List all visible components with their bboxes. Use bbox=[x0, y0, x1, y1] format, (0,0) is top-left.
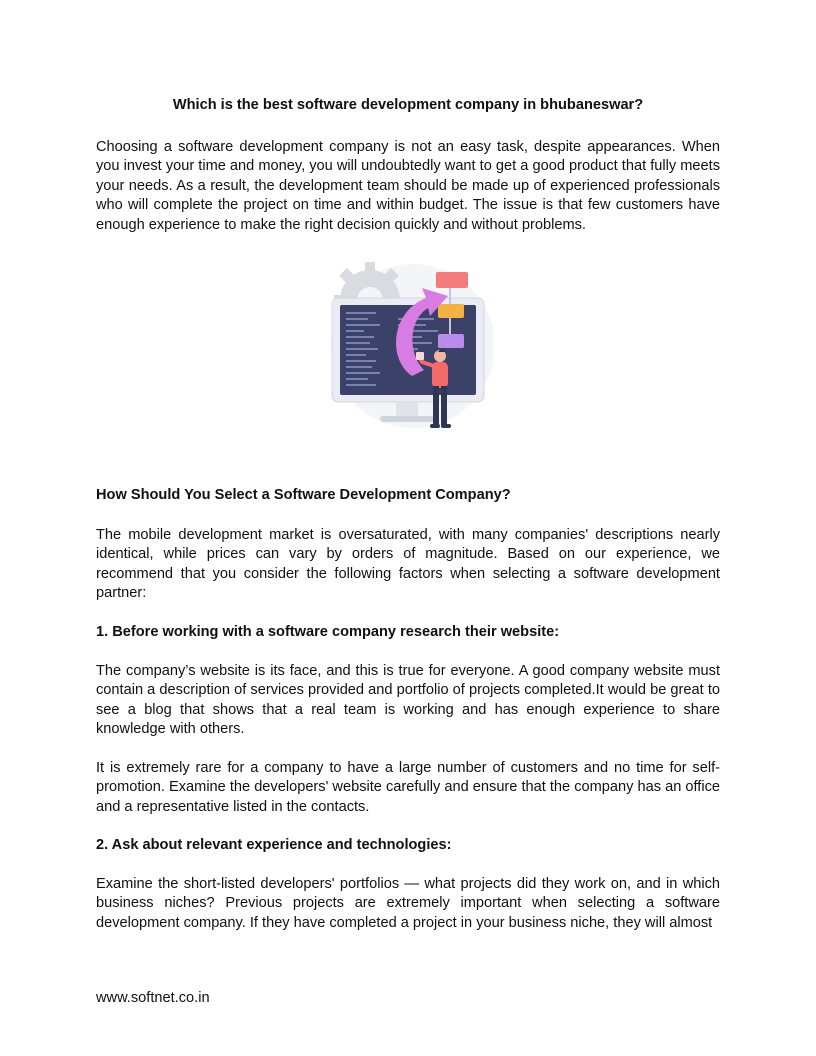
intro-paragraph-block bbox=[96, 138, 720, 235]
point1-paragraph-1: The company’s website is its face, and this is true for everyone. A good company website must contain a description of services provided and portfolio of projects completed.It would be great to see a blog that shows that a real team is working and has enough experience to share knowledge with others. bbox=[96, 663, 720, 738]
intro-paragraph: Choosing a software development company is not an easy task, despite appearances. When you invest your time and money, you will undoubtedly want to get a good product that fully meets your needs. As a result, the development team should be made up of experienced professionals who will complete the project on time and within budget. The issue is that few customers have enough experience to make the right decision quickly and without problems. bbox=[96, 139, 720, 233]
flow-box-top bbox=[436, 272, 468, 288]
point1-paragraph-2: It is extremely rare for a company to have a large number of customers and no time for self-promotion. Examine the developers' website carefully and ensure that the company has an office and a representative listed in the contacts. bbox=[96, 760, 720, 815]
illustration-software-development bbox=[328, 258, 493, 438]
point1-para1-block bbox=[96, 662, 720, 740]
point1-heading-block bbox=[96, 623, 720, 642]
point1-para2-block bbox=[96, 759, 720, 817]
point2-heading-block bbox=[96, 836, 720, 855]
point2-paragraph-1: Examine the short-listed developers' portfolios — what projects did they work on, and in which business niches? Previous projects are extremely important when selecting a software development company. If they have completed a project in your business niche, they will almost bbox=[96, 876, 720, 931]
flow-box-bottom bbox=[438, 334, 464, 348]
section-intro-paragraph: The mobile development market is oversaturated, with many companies' descriptions nearly identical, while prices can vary by orders of magnitude. Based on our experience, we recommend that you consider the following factors when selecting a software development partner: bbox=[96, 527, 720, 602]
point1-heading: 1. Before working with a software company research their website: bbox=[96, 624, 560, 640]
point2-heading: 2. Ask about relevant experience and technologies: bbox=[96, 837, 452, 853]
flow-box-middle bbox=[438, 304, 464, 318]
illustration-svg bbox=[328, 258, 493, 438]
document-page bbox=[96, 0, 720, 1056]
footer-website-url: www.softnet.co.in bbox=[96, 990, 210, 1006]
section-heading-block bbox=[96, 486, 720, 505]
section-heading: How Should You Select a Software Development Company? bbox=[96, 487, 511, 503]
point2-para1-block bbox=[96, 875, 720, 933]
section-intro-block bbox=[96, 526, 720, 604]
page-title: Which is the best software development company in bhubaneswar? bbox=[172, 97, 644, 113]
